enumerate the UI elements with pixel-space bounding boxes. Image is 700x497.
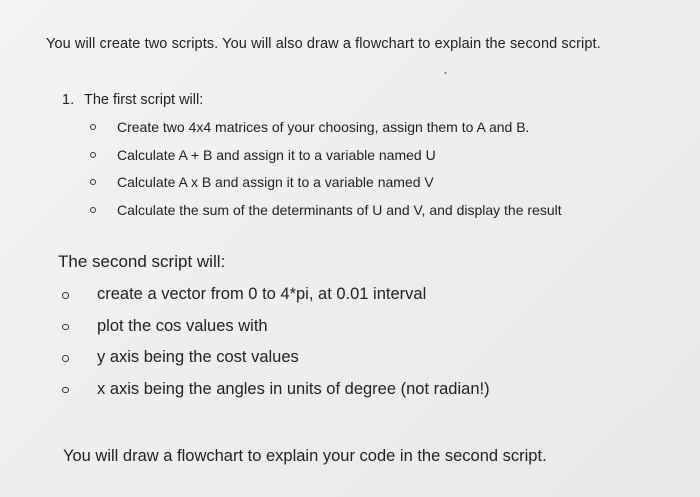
first-script-heading-text: The first script will: — [84, 92, 204, 108]
list-item-text: Calculate A x B and assign it to a variable named V — [117, 174, 434, 190]
second-script-heading: The second script will: — [58, 252, 226, 271]
list-item-text: plot the cos values with — [97, 316, 268, 335]
closing-text: You will draw a flowchart to explain your code in the second script. — [63, 447, 547, 465]
bullet-icon — [90, 152, 96, 158]
bullet-icon — [62, 292, 69, 299]
list-item-text: y axis being the cost values — [97, 348, 299, 366]
list-number: 1. — [62, 92, 75, 108]
list-item-text: create a vector from 0 to 4*pi, at 0.01 interval — [97, 285, 427, 303]
bullet-icon — [90, 207, 96, 213]
bullet-icon — [62, 387, 69, 394]
stray-mark — [444, 72, 447, 74]
bullet-icon — [62, 324, 69, 331]
list-item-text: Create two 4x4 matrices of your choosing, assign them to A and B. — [117, 119, 530, 135]
list-item-text: x axis being the angles in units of degree (not radian!) — [97, 379, 490, 398]
list-item-text: Calculate the sum of the determinants of U and V, and display the result — [117, 201, 562, 218]
first-script-heading — [62, 92, 203, 108]
bullet-icon — [62, 355, 69, 362]
intro-text: You will create two scripts. You will also draw a flowchart to explain the second script. — [46, 36, 601, 52]
bullet-icon — [90, 124, 96, 130]
bullet-icon — [90, 179, 96, 185]
list-item-text: Calculate A + B and assign it to a variable named U — [117, 146, 436, 163]
